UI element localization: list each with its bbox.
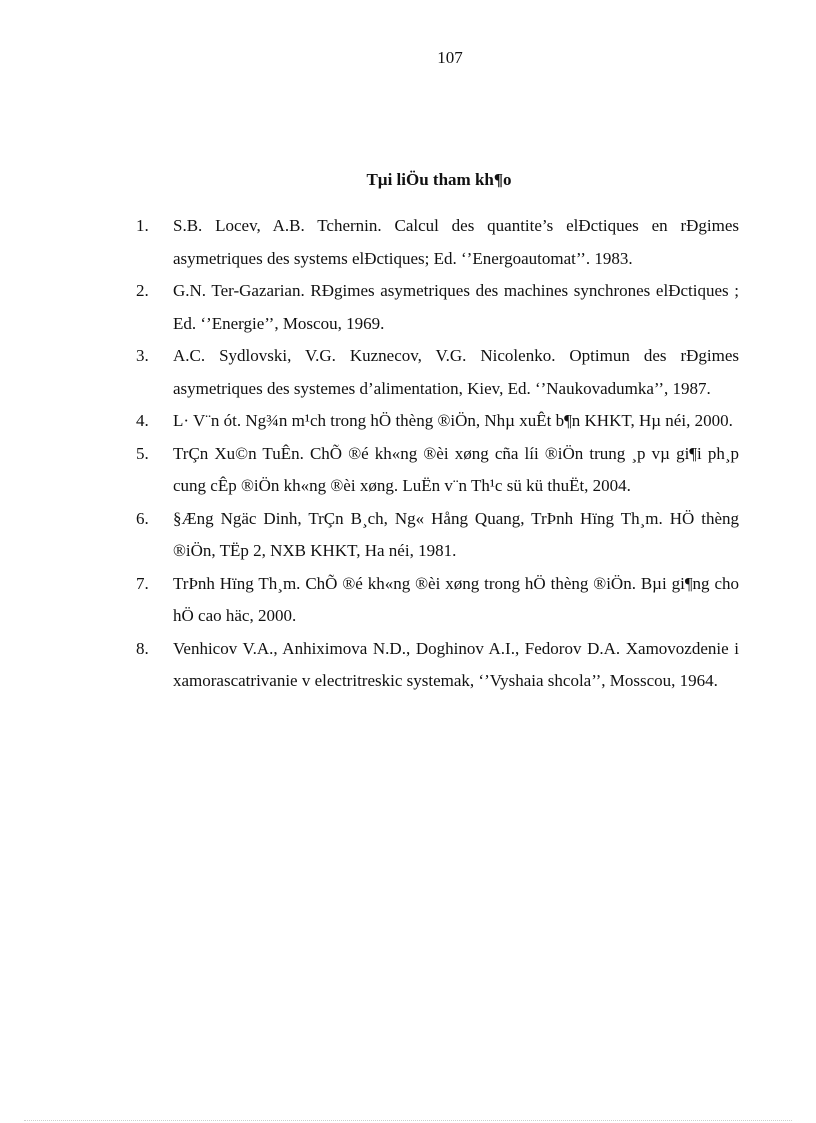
reference-item	[136, 210, 739, 275]
reference-text: A.C. Sydlovski, V.G. Kuznecov, V.G. Nicolenko. Optimun des rÐgimes asymetriques des systemes d’alimentation, Kiev, Ed. ‘’Naukovadumka’’, 1987.	[173, 346, 739, 398]
reference-text: TrÇn Xu©n TuÊn. ChÕ ®é kh«ng ®èi xøng cña líi ®iÖn trung ¸p vµ gi¶i ph¸p cung cÊp ®iÖn kh«ng ®èi xøng. LuËn v¨n Th¹c sü kü thuËt, 2004.	[173, 443, 739, 495]
reference-text: S.B. Locev, A.B. Tchernin. Calcul des quantite’s elÐctiques en rÐgimes asymetriques des systems elÐctiques; Ed. ‘’Energoautomat’’. 1983.	[173, 216, 739, 268]
reference-number: 2.	[136, 281, 149, 300]
reference-text: L· V¨n ót. Ng¾n m¹ch trong hÖ thèng ®iÖn, Nhµ xuÊt b¶n KHKT, Hµ néi, 2000.	[173, 411, 733, 430]
reference-text: TrÞnh Hïng Th¸m. ChÕ ®é kh«ng ®èi xøng trong hÖ thèng ®iÖn. Bµi gi¶ng cho hÖ cao häc, 2000.	[173, 573, 739, 625]
references-heading: Tµi liÖu tham kh¶o	[366, 170, 512, 189]
reference-item	[136, 568, 739, 633]
reference-text: Venhicov V.A., Anhiximova N.D., Doghinov A.I., Fedorov D.A. Xamovozdenie i xamorascatrivanie v electritreskic systemak, ‘’Vyshaia shcola’’, Mosscou, 1964.	[173, 638, 739, 690]
reference-item	[136, 438, 739, 503]
reference-number: 1.	[136, 216, 149, 235]
reference-number: 4.	[136, 411, 149, 430]
reference-item	[136, 503, 739, 568]
reference-text: §Æng Ngäc Dinh, TrÇn B¸ch, Ng« Hång Quang, TrÞnh Hïng Th¸m. HÖ thèng ®iÖn, TËp 2, NXB KHKT, Ha néi, 1981.	[173, 508, 739, 560]
reference-item	[136, 405, 739, 438]
reference-number: 3.	[136, 346, 149, 365]
references-list	[136, 210, 739, 698]
reference-item	[136, 633, 739, 698]
reference-number: 7.	[136, 573, 149, 593]
reference-item	[136, 340, 739, 405]
reference-item	[136, 275, 739, 340]
reference-number: 8.	[136, 638, 149, 658]
reference-number: 5.	[136, 443, 149, 463]
page-bottom-divider	[24, 1120, 792, 1121]
reference-text: G.N. Ter-Gazarian. RÐgimes asymetriques des machines synchrones elÐctiques ; Ed. ‘’Energie’’, Moscou, 1969.	[173, 281, 739, 333]
page-number: 107	[437, 48, 463, 67]
reference-number: 6.	[136, 508, 149, 528]
